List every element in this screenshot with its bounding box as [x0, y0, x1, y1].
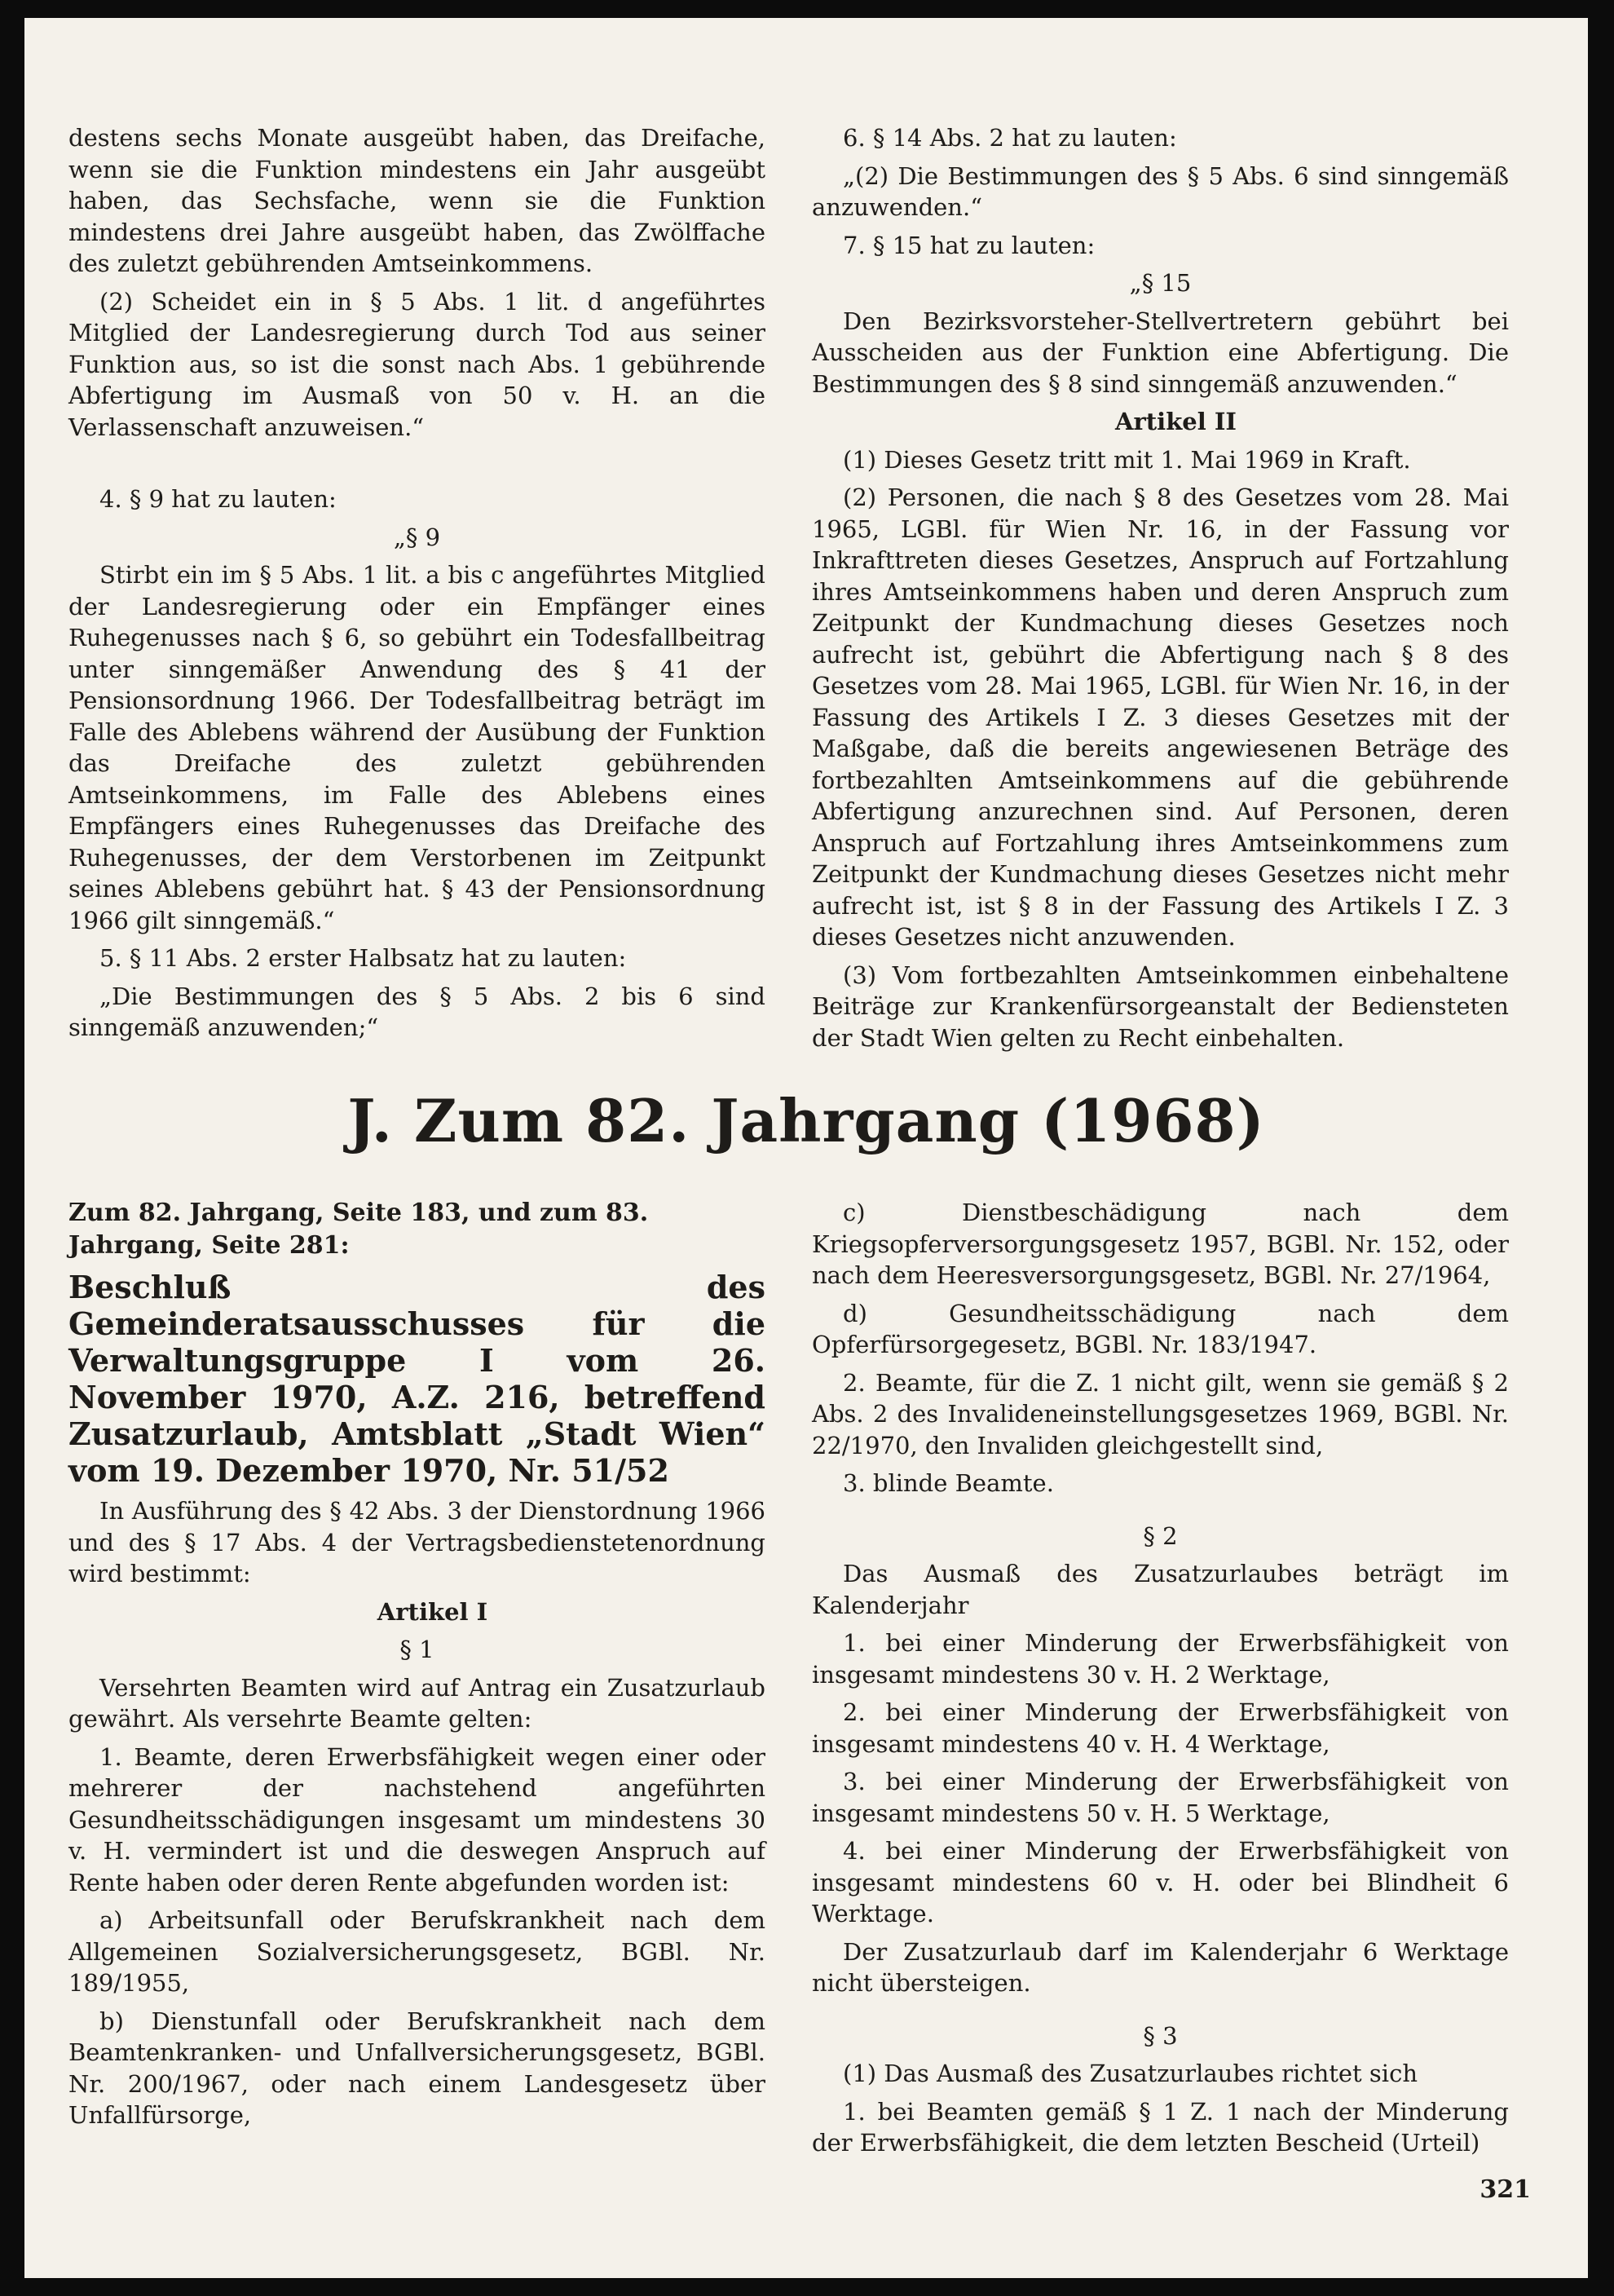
document-page [24, 18, 1588, 2278]
paragraph: 1. Beamte, deren Erwerbsfähigkeit wegen einer oder mehrerer der nachstehend angeführten Gesundheitsschädigungen insgesamt um mindestens 30 v. H. vermindert ist und die deswegen Anspruch auf Rente haben oder deren Rente abgefunden worden ist: [68, 1742, 765, 1896]
paragraph: a) Arbeitsunfall oder Berufskrankheit nach dem Allgemeinen Sozialversicherungsgesetz, BGBl. Nr. 189/1955, [68, 1906, 765, 1997]
paragraph: 5. § 11 Abs. 2 erster Halbsatz hat zu lauten: [99, 944, 627, 972]
section-heading: § 1 [399, 1636, 434, 1663]
source-reference: Zum 82. Jahrgang, Seite 183, und zum 83. Jahrgang, Seite 281: [68, 1199, 649, 1260]
section-heading: „§ 15 [1129, 269, 1192, 297]
paragraph: Stirbt ein im § 5 Abs. 1 lit. a bis c angeführtes Mitglied der Landesregierung oder ein Empfänger eines Ruhegenusses nach § 6, so gebührt ein Todesfallbeitrag unter sinngemäßer Anwendung des § 41 der Pensionsordnung 1966. Der Todesfallbeitrag beträgt im Falle des Ablebens während der Ausübung der Funktion das Dreifache des zuletzt gebührenden Amtseinkommens, im Falle des Ablebens eines Empfängers eines Ruhegenusses das Dreifache des Ruhegenusses, der dem Verstorbenen im Zeitpunkt seines Ablebens gebührt hat. § 43 der Pensionsordnung 1966 gilt sinngemäß.“ [68, 561, 765, 934]
article-heading: Artikel I [377, 1597, 488, 1626]
paragraph: 2. Beamte, für die Z. 1 nicht gilt, wenn sie gemäß § 2 Abs. 2 des Invalideneinstellungsgesetzes 1969, BGBl. Nr. 22/1970, den Invaliden gleichgestellt sind, [812, 1368, 1509, 1459]
paragraph: In Ausführung des § 42 Abs. 3 der Dienstordnung 1966 und des § 17 Abs. 4 der Vertragsbedienstetenordnung wird bestimmt: [68, 1497, 765, 1587]
paragraph: c) Dienstbeschädigung nach dem Kriegsopferversorgungsgesetz 1957, BGBl. Nr. 152, oder nach dem Heeresversorgungsgesetz, BGBl. Nr. 27/1964, [812, 1199, 1509, 1289]
paragraph: 7. § 15 hat zu lauten: [843, 231, 1096, 259]
paragraph: 2. bei einer Minderung der Erwerbsfähigkeit von insgesamt mindestens 40 v. H. 4 Werktage, [812, 1698, 1509, 1758]
lower-left-column [68, 1197, 765, 2138]
paragraph: „(2) Die Bestimmungen des § 5 Abs. 6 sind sinngemäß anzuwenden.“ [812, 161, 1509, 221]
paragraph: Den Bezirksvorsteher-Stellvertretern gebührt bei Ausscheiden aus der Funktion eine Abfertigung. Die Bestimmungen des § 8 sind sinngemäß anzuwenden.“ [812, 307, 1509, 398]
paragraph: 3. bei einer Minderung der Erwerbsfähigkeit von insgesamt mindestens 50 v. H. 5 Werktage, [812, 1768, 1509, 1827]
main-heading: J. Zum 82. Jahrgang (1968) [347, 1086, 1265, 1155]
paragraph: (1) Das Ausmaß des Zusatzurlaubes richtet sich [843, 2060, 1418, 2087]
paragraph: 6. § 14 Abs. 2 hat zu lauten: [843, 124, 1177, 152]
article-heading: Artikel II [1115, 408, 1237, 435]
lower-right-column [812, 1197, 1509, 2166]
paragraph: 1. bei Beamten gemäß § 1 Z. 1 nach der Minderung der Erwerbsfähigkeit, die dem letzten Bescheid (Urteil) [812, 2097, 1509, 2157]
paragraph: Das Ausmaß des Zusatzurlaubes beträgt im Kalenderjahr [812, 1560, 1509, 1619]
section-heading: „§ 9 [393, 523, 441, 551]
paragraph: (2) Personen, die nach § 8 des Gesetzes vom 28. Mai 1965, LGBl. für Wien Nr. 16, in der Fassung vor Inkrafttreten dieses Gesetzes, Anspruch auf Fortzahlung ihres Amtseinkommens haben und deren Anspruch zum Zeitpunkt der Kundmachung dieses Gesetzes noch aufrecht ist, gebührt die Abfertigung nach § 8 des Gesetzes vom 28. Mai 1965, LGBl. für Wien Nr. 16, in der Fassung des Artikels I Z. 3 dieses Gesetzes mit der Maßgabe, daß die bereits angewiesenen Beträge des fortbezahlten Amtseinkommens auf die gebührende Abfertigung anzurechnen sind. Auf Personen, deren Anspruch auf Fortzahlung ihres Amtseinkommens zum Zeitpunkt der Kundmachung dieses Gesetzes nicht mehr aufrecht ist, ist § 8 in der Fassung des Artikels I Z. 3 dieses Gesetzes nicht anzuwenden. [812, 483, 1509, 951]
paragraph: Der Zusatzurlaub darf im Kalenderjahr 6 Werktage nicht übersteigen. [812, 1937, 1509, 1997]
page-number: 321 [1480, 2175, 1531, 2204]
section-heading: § 3 [1143, 2021, 1178, 2050]
paragraph: 1. bei einer Minderung der Erwerbsfähigkeit von insgesamt mindestens 30 v. H. 2 Werktage, [812, 1629, 1509, 1689]
section-heading: § 2 [1143, 1521, 1178, 1550]
paragraph: (2) Scheidet ein in § 5 Abs. 1 lit. d angeführtes Mitglied der Landesregierung durch Tod aus seiner Funktion aus, so ist die sonst nach Abs. 1 gebührende Abfertigung im Ausmaß von 50 v. H. an die Verlassenschaft anzuweisen.“ [68, 287, 765, 441]
paragraph: 4. bei einer Minderung der Erwerbsfähigkeit von insgesamt mindestens 60 v. H. oder bei Blindheit 6 Werktage. [812, 1837, 1509, 1927]
paragraph: destens sechs Monate ausgeübt haben, das Dreifache, wenn sie die Funktion mindestens ein Jahr ausgeübt haben, das Sechsfache, wenn sie die Funktion mindestens drei Jahre ausgeübt haben, das Zwölffache des zuletzt gebührenden Amtseinkommens. [68, 124, 765, 277]
paragraph: (1) Dieses Gesetz tritt mit 1. Mai 1969 in Kraft. [843, 445, 1411, 474]
paragraph: (3) Vom fortbezahlten Amtseinkommen einbehaltene Beiträge zur Krankenfürsorgeanstalt der Bediensteten der Stadt Wien gelten zu Recht einbehalten. [812, 960, 1509, 1052]
paragraph: „Die Bestimmungen des § 5 Abs. 2 bis 6 sind sinngemäß anzuwenden;“ [68, 982, 765, 1041]
paragraph: 4. § 9 hat zu lauten: [99, 485, 337, 513]
upper-left-column [68, 122, 765, 1050]
paragraph: d) Gesundheitsschädigung nach dem Opferfürsorgegesetz, BGBl. Nr. 183/1947. [812, 1299, 1509, 1358]
paragraph: b) Dienstunfall oder Berufskrankheit nach dem Beamtenkranken- und Unfallversicherungsgesetz, BGBl. Nr. 200/1967, oder nach einem Landesgesetz über Unfallfürsorge, [68, 2007, 765, 2129]
paragraph: 3. blinde Beamte. [843, 1469, 1054, 1497]
upper-right-column [812, 122, 1509, 1060]
resolution-title: Beschluß des Gemeinderatsausschusses für die Verwaltungsgruppe I vom 26. November 1970, A.Z. 216, betreffend Zusatzurlaub, Amtsblatt „Stadt Wien“ vom 19. Dezember 1970, Nr. 51/52 [68, 1269, 765, 1489]
paragraph: Versehrten Beamten wird auf Antrag ein Zusatzurlaub gewährt. Als versehrte Beamte gelten: [68, 1673, 765, 1733]
